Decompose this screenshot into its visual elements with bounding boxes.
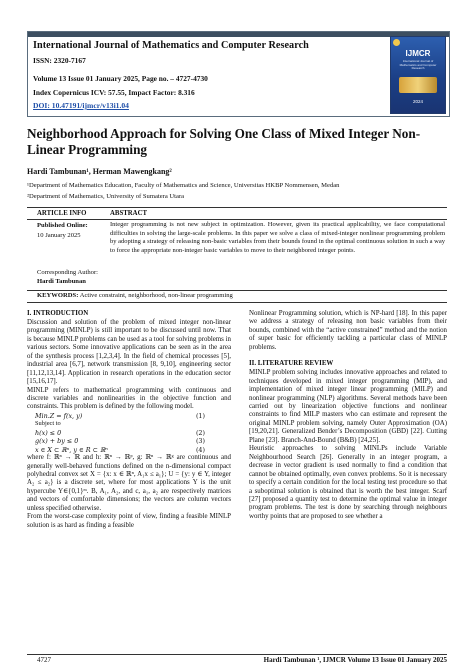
abstract-text: Integer programming is not new subject in optimization. However, given its practical applicability, we face computational difficulties in solving the large-scale problems. In this paper we solve a class of mixed-integer nonlinear programming problem by adopting a strategy of releasing non-basic variables from their bounds found in the optimal continuous solution in such a way to force the appropriate non-integer basic variables to move to their neighbored integer points. xyxy=(110,221,445,255)
literature-review-heading: II. LITERATURE REVIEW xyxy=(249,360,334,368)
keywords-line xyxy=(37,292,233,299)
cover-brand: IJMCR xyxy=(405,49,431,58)
introduction-heading: I. INTRODUCTION xyxy=(27,310,89,317)
equation-4-number: (4) xyxy=(195,445,205,454)
intro-paragraph-5: Nonlinear Programming solution, which is NP-hard [18]. In this paper we address a strategy of releasing non basic variables from their bounds, combined with the “active constrained” method and the notion of super basic for efficiently tackling a particular class of MINLP problems. xyxy=(249,310,447,351)
cover-photo xyxy=(399,77,437,93)
equation-2-number: (2) xyxy=(195,428,205,437)
equation-1-text: Min.Z = f(x, y) xyxy=(35,411,83,420)
keywords-label: KEYWORDS: xyxy=(37,292,79,299)
subject-to-text: Subject to xyxy=(35,420,61,428)
footer-rule xyxy=(27,654,447,655)
article-info-label: ARTICLE INFO xyxy=(37,210,87,217)
keywords: Active constraint, neighborhood, non-linear programming xyxy=(79,292,233,299)
table-rule xyxy=(27,207,447,208)
index-line: Index Copernicus ICV: 57.55, Impact Factor: 8.316 xyxy=(33,88,195,97)
page-number: 4727 xyxy=(37,656,51,664)
cover-logo-icon xyxy=(393,39,400,46)
intro-paragraph-3: where f: ℝⁿ → ℝ and h: ℝⁿ → ℝᵖ, g: ℝⁿ → ℝᵍ are continuous and generally well-behaved functions defined on the n-dimensional compact polyhedral convex set X = {x: x ∈ ℝⁿ, A₁x ≤ a₁}; U = {y: y ∈ Y, integer A₂ ≤ a₂} is a discrete set, where for most applications Y is the unit hypercube Y∈{0,1}ᵐ. B, A₁, A₂, and c, a₁, a₂ are respectively matrices and vectors of comfortable dimensions; the vectors are column vectors unless specified otherwise. xyxy=(27,454,231,512)
intro-paragraph-2: MINLP refers to mathematical programming with continuous and discrete variables and nonlinearities in the objective function and constraints. This problem is defined by the following model. xyxy=(27,386,231,411)
equation-3-text: g(x) + by ≤ 0 xyxy=(35,437,79,446)
cover-subtitle: International Journal of Mathematics and Computer Research xyxy=(399,59,437,71)
corresponding-author: Hardi Tambunan xyxy=(37,278,86,285)
published-date: 10 January 2025 xyxy=(37,232,81,239)
equation-1-number: (1) xyxy=(195,411,205,420)
equation-3-number: (3) xyxy=(195,437,205,446)
right-column xyxy=(249,310,447,521)
table-rule xyxy=(27,219,447,220)
authors: Hardi Tambunan¹, Herman Mawengkang² xyxy=(27,167,172,176)
intro-paragraph-4: From the worst-case complexity point of view, finding a feasible MINLP solution is as hard as finding a feasible xyxy=(27,513,231,529)
header-top-bar xyxy=(28,32,449,37)
doi-link[interactable]: DOI: 10.47191/ijmcr/v13i1.04 xyxy=(33,101,129,110)
equation-2-text: h(x) ≤ 0 xyxy=(35,428,62,437)
affiliation-2: ²Department of Mathematics, University of Sumatera Utara xyxy=(27,193,185,200)
left-column xyxy=(27,310,231,530)
published-label: Published Online: xyxy=(37,222,88,229)
page-footer xyxy=(27,656,447,668)
table-rule xyxy=(27,290,447,291)
volume-line: Volume 13 Issue 01 January 2025, Page no. – 4727-4730 xyxy=(33,74,208,83)
article-info-table xyxy=(27,207,447,302)
abstract-label: ABSTRACT xyxy=(110,210,148,217)
literature-paragraph-2: Heuristic approaches to solving MINLPs include Variable Neighbourhood Search [26]. Generally in an integer program, a decrease in vector gradient is used normally to find a condition that cannot be obtained optimally, even convex problems. So it is necessary to specify a certain condition for the local testing test procedure so that a suboptimal solution is obtained that is worth the best integer. Scarf [27] proposed a quantity test to determine the optimal value in integer program problems. The test is done by searching through neighbours worthy points that are proposed to see whether a xyxy=(249,445,447,520)
issn: ISSN: 2320-7167 xyxy=(33,56,86,65)
equation-subject xyxy=(27,420,231,428)
equation-4-text: x ∈ X ⊂ ℝⁿ, y ∈ R ⊂ ℝⁿ xyxy=(35,445,108,454)
equation-2 xyxy=(27,429,231,437)
intro-paragraph-1: Discussion and solution of the problem of mixed integer non-linear programming (MINLP) is still important to be discussed until now. That is because MINLP problems can be used as a tool for solving problems in various sectors. Some innovative applications can be seen as in the area of the synthesis process [1,2,3,4]. In the field of chemical processes [5], industrial area [6,7], network transmission [8, 9,10], engineering sector [11,12,13,14]. Application in research operations in the education sector [15,16,17]. xyxy=(27,318,231,386)
journal-title: International Journal of Mathematics and Computer Research xyxy=(33,40,309,51)
journal-header xyxy=(27,31,450,117)
literature-paragraph-1: MINLP problem solving includes innovative approaches and related to techniques developed in mixed integer programming (MIP), and implementation of mixed integer linear programming (MILP) and nonlinear programming (NLP) algorithms. Several methods have been carried out by linearization objective functions and nonlinear constraints to find MILP masters who can estimate and represent the original MINLP problem solving, namely Outer Approximation (OA) [19,20,21]. Generalized Bender’s Decomposition (GBD) [22]. Cutting Plane [23]. Branch-And-Bound (B&B) [24,25]. xyxy=(249,369,447,444)
corresponding-label: Corresponding Author: xyxy=(37,269,98,276)
affiliation-1: ¹Department of Mathematics Education, Faculty of Mathematics and Science, Universitas HKBP Nommensen, Medan xyxy=(27,182,340,189)
journal-cover-image xyxy=(390,36,446,114)
table-rule xyxy=(27,302,447,303)
equation-1 xyxy=(27,412,231,420)
paper-title: Neighborhood Approach for Solving One Class of Mixed Integer Non-Linear Programming xyxy=(27,126,421,157)
equation-4 xyxy=(27,446,231,454)
footer-citation: Hardi Tambunan ¹, IJMCR Volume 13 Issue 01 January 2025 xyxy=(263,656,447,664)
equation-3 xyxy=(27,437,231,445)
cover-year: 2024 xyxy=(412,99,423,104)
